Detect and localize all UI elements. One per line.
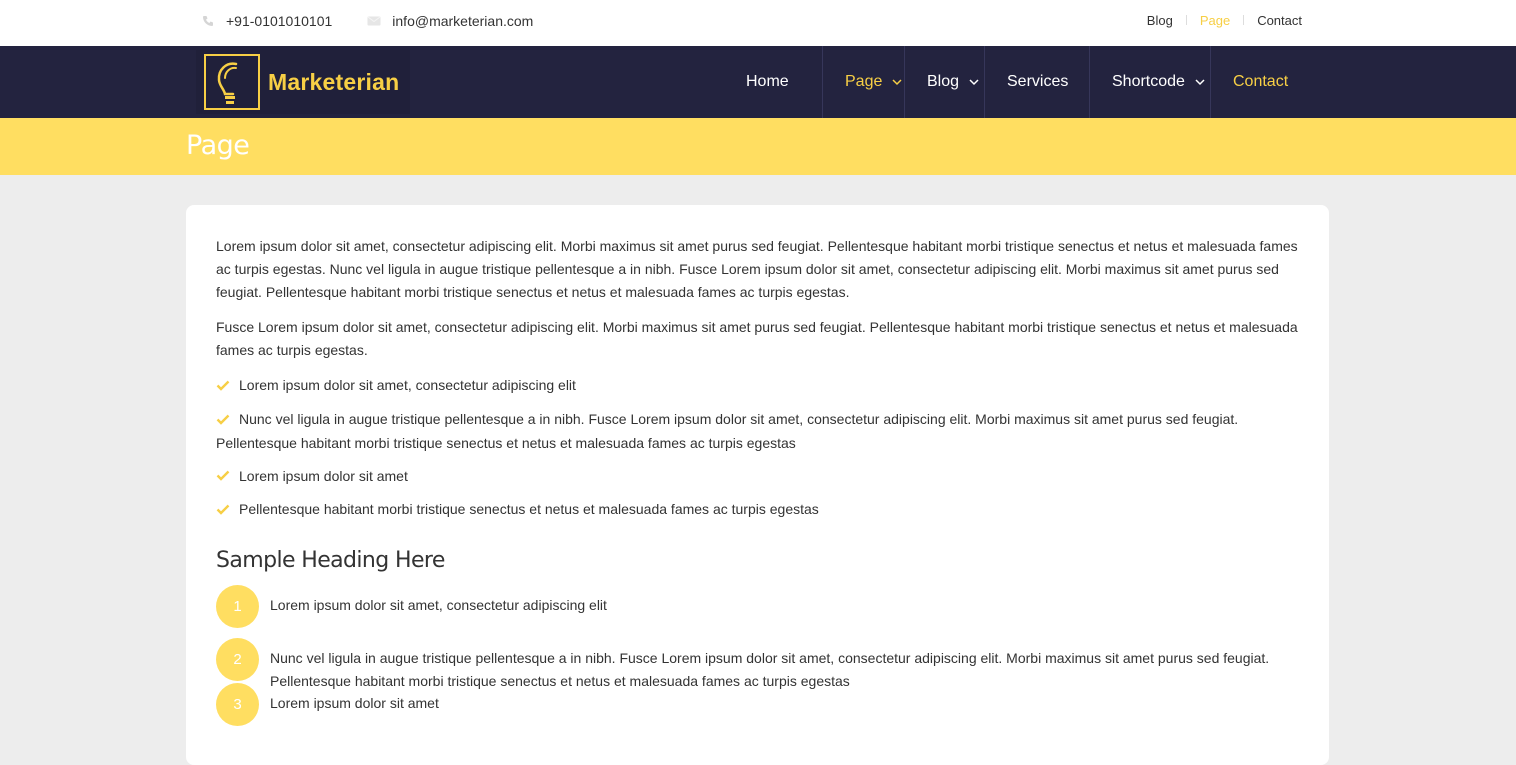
site-logo[interactable] [196,50,410,114]
list-item [216,374,1299,398]
nav-item-page[interactable] [822,46,904,118]
sample-heading: Sample Heading Here [216,548,445,574]
list-item-text: Nunc vel ligula in augue tristique pellentesque a in nibh. Fusce Lorem ipsum dolor sit amet, consectetur adipiscing elit. Morbi maximus sit amet purus sed feugiat. Pellentesque habitant morbi tristique senectus et netus et malesuada fames ac turpis egestas [216,410,1239,451]
divider [1243,15,1244,25]
toplink-contact[interactable]: Contact [1257,12,1302,28]
nav-item-home[interactable] [736,46,822,118]
paragraph: Lorem ipsum dolor sit amet, consectetur adipiscing elit. Morbi maximus sit amet purus sed feugiat. Pellentesque habitant morbi tristique senectus et netus et malesuada fames ac turpis egestas. Nunc vel ligula in augue tristique pellentesque a in nibh. Fusce Lorem ipsum dolor sit amet, consectetur adipiscing elit. Morbi maximus sit amet purus sed feugiat. Pellentesque habitant morbi tristique senectus et netus et malesuada fames ac turpis egestas. [216,238,1298,300]
nav-label: Services [1007,73,1069,90]
checkmark-icon [216,499,234,522]
top-links [1147,0,1302,40]
list-item-text: Lorem ipsum dolor sit amet [239,467,408,484]
nav-item-shortcode[interactable] [1089,46,1210,118]
page-title: Page [186,130,250,161]
numbered-item-text: Lorem ipsum dolor sit amet [270,695,439,712]
numbered-list [216,585,1299,726]
nav-item-contact[interactable] [1210,46,1306,118]
list-item-text: Lorem ipsum dolor sit amet, consectetur adipiscing elit [239,377,576,393]
phone-icon [200,14,216,28]
paragraph: Fusce Lorem ipsum dolor sit amet, consectetur adipiscing elit. Morbi maximus sit amet purus sed feugiat. Pellentesque habitant morbi tristique senectus et netus et malesuada fames ac turpis egestas. [216,319,1298,358]
numbered-item [216,585,1299,628]
email-contact[interactable] [366,13,533,29]
envelope-icon [366,14,382,28]
nav-label: Page [845,73,883,90]
number-badge: 3 [216,683,259,726]
content-card [186,205,1329,765]
list-item [216,465,1299,489]
divider [1186,15,1187,25]
nav-label: Contact [1233,73,1289,90]
numbered-item-text: Lorem ipsum dolor sit amet, consectetur adipiscing elit [270,597,607,614]
lightbulb-icon [204,54,260,110]
checkmark-icon [216,465,234,488]
number-badge: 2 [216,638,259,681]
nav-item-blog[interactable] [904,46,984,118]
logo-text: Marketerian [268,68,400,95]
nav-label: Shortcode [1112,73,1185,90]
nav-label: Blog [927,73,960,90]
list-item [216,498,1299,522]
numbered-item [216,683,1299,726]
numbered-item-text: Nunc vel ligula in augue tristique pellentesque a in nibh. Fusce Lorem ipsum dolor sit amet, consectetur adipiscing elit. Morbi maximus sit amet purus sed feugiat. Pellentesque habitant morbi tristique senectus et netus et malesuada fames ac turpis egestas [270,650,1270,690]
contact-info [200,0,567,42]
main-navbar [0,46,1516,118]
nav-label: Home [746,73,789,90]
top-bar [0,0,1516,46]
page-title-band [0,118,1516,175]
toplink-page[interactable]: Page [1199,12,1231,28]
checkmark-icon [216,409,234,432]
main-menu [736,46,1306,118]
list-item [216,408,1299,455]
checkmark-icon [216,375,234,398]
list-item-text: Pellentesque habitant morbi tristique senectus et netus et malesuada fames ac turpis egestas [239,501,819,518]
number-badge: 1 [216,585,259,628]
check-list [216,374,1299,522]
phone-contact[interactable] [200,13,332,29]
chevron-down-icon [892,79,902,86]
email-address: info@marketerian.com [392,13,534,29]
nav-item-services[interactable] [984,46,1089,118]
chevron-down-icon [969,79,979,86]
phone-number: +91-0101010101 [226,13,333,29]
chevron-down-icon [1195,79,1205,86]
toplink-blog[interactable]: Blog [1146,12,1173,28]
